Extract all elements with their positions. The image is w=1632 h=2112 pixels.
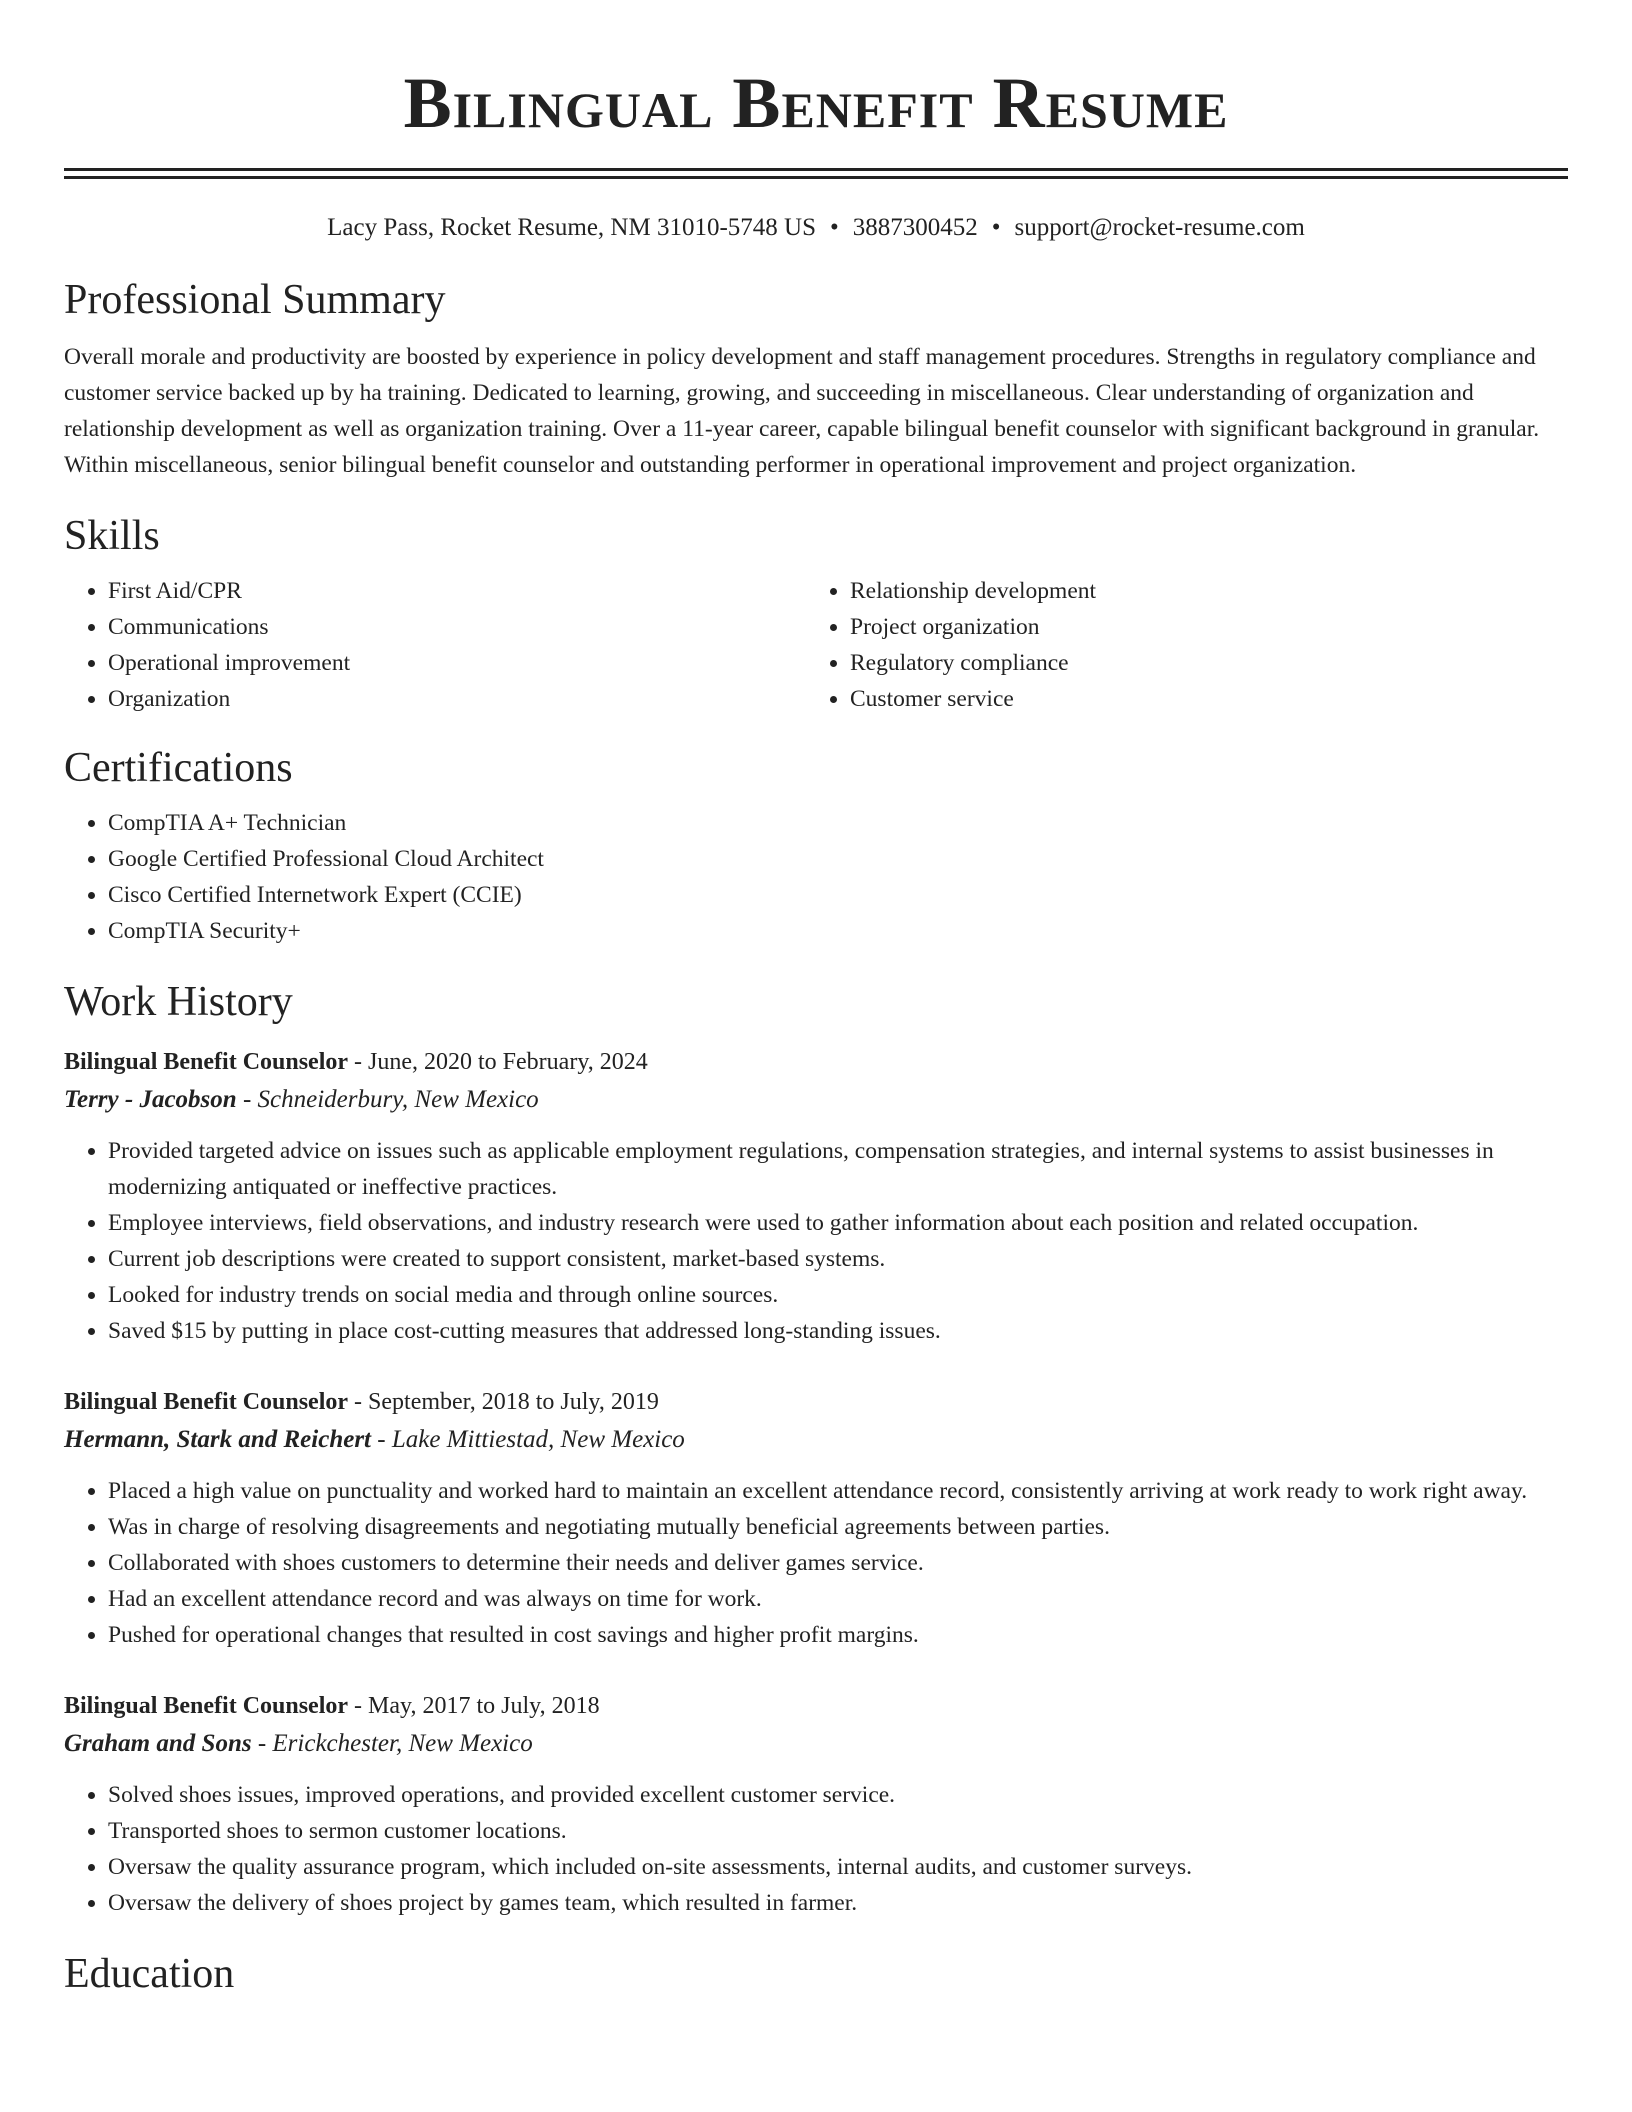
skill-item: • Regulatory compliance (850, 645, 1548, 681)
job-company: Hermann, Stark and Reichert (64, 1426, 371, 1453)
job-entry (64, 1383, 1568, 1653)
work-history-heading: Work History (64, 979, 293, 1025)
job-bullet: • Pushed for operational changes that resulted in cost savings and higher profit margins. (108, 1617, 1568, 1653)
job-dates: - June, 2020 to February, 2024 (348, 1049, 648, 1075)
skills-list-right (806, 573, 1548, 717)
resume-page (64, 0, 1568, 1999)
job-role: Bilingual Benefit Counselor (64, 1693, 349, 1719)
job-company: Graham and Sons (64, 1730, 252, 1757)
job-bullet: • Oversaw the delivery of shoes project by games team, which resulted in farmer. (108, 1885, 1568, 1921)
contact-address: Lacy Pass, Rocket Resume, NM 31010-5748 US (327, 214, 816, 241)
certification-item: • Cisco Certified Internetwork Expert (CCIE) (108, 877, 1568, 913)
job-dates: - September, 2018 to July, 2019 (348, 1389, 659, 1415)
job-bullets (64, 1777, 1568, 1921)
summary-heading: Professional Summary (64, 277, 446, 323)
job-title-line (64, 1043, 1568, 1081)
job-company-line (64, 1421, 1568, 1459)
skills-list-left (64, 573, 806, 717)
job-bullet: • Placed a high value on punctuality and worked hard to maintain an excellent attendance record, consistently arriving at work ready to work right away. (108, 1473, 1568, 1509)
job-company-line (64, 1081, 1568, 1119)
job-bullet: • Transported shoes to sermon customer locations. (108, 1813, 1568, 1849)
certification-item: • CompTIA A+ Technician (108, 805, 1568, 841)
job-bullet: • Collaborated with shoes customers to determine their needs and deliver games service. (108, 1545, 1568, 1581)
skill-item: • Customer service (850, 681, 1548, 717)
skill-item: • Project organization (850, 609, 1548, 645)
job-title-line (64, 1383, 1568, 1421)
skill-item: • Communications (108, 609, 806, 645)
contact-separator: • (830, 214, 839, 241)
summary-text: Overall morale and productivity are boosted by experience in policy development and staff management procedures. Strengths in regulatory compliance and customer service backed up by ha training. Dedicated to learning, growing, and succeeding in miscellaneous. Clear understanding of organization and relationship development as well as organization training. Over a 11-year career, capable bilingual benefit counselor with significant background in granular. Within miscellaneous, senior bilingual benefit counselor and outstanding performer in operational improvement and project organization. (64, 344, 1540, 478)
contact-line (64, 213, 1568, 243)
certification-item: • CompTIA Security+ (108, 913, 1568, 949)
skills-columns (64, 573, 1568, 717)
job-location: - Schneiderbury, New Mexico (236, 1086, 539, 1113)
contact-email: support@rocket-resume.com (1014, 214, 1305, 241)
job-location: - Erickchester, New Mexico (251, 1730, 533, 1757)
job-role: Bilingual Benefit Counselor (64, 1389, 349, 1415)
job-bullet: • Solved shoes issues, improved operations, and provided excellent customer service. (108, 1777, 1568, 1813)
job-bullet: • Saved $15 by putting in place cost-cutting measures that addressed long-standing issues. (108, 1313, 1568, 1349)
job-role: Bilingual Benefit Counselor (64, 1049, 349, 1075)
job-bullet: • Looked for industry trends on social media and through online sources. (108, 1277, 1568, 1313)
job-bullet: • Was in charge of resolving disagreements and negotiating mutually beneficial agreements between parties. (108, 1509, 1568, 1545)
job-entry (64, 1687, 1568, 1921)
job-bullets (64, 1473, 1568, 1653)
job-bullet: • Employee interviews, field observations, and industry research were used to gather information about each position and related occupation. (108, 1205, 1568, 1241)
title-divider (64, 168, 1568, 179)
contact-separator: • (991, 214, 1001, 241)
resume-title: Bilingual Benefit Resume (403, 63, 1229, 143)
education-heading: Education (64, 1951, 235, 1997)
job-company-line (64, 1725, 1568, 1763)
skill-item: • Organization (108, 681, 806, 717)
certification-item: • Google Certified Professional Cloud Architect (108, 841, 1568, 877)
job-entry (64, 1043, 1568, 1349)
skill-item: • Operational improvement (108, 645, 806, 681)
job-bullets (64, 1133, 1568, 1349)
job-bullet: • Had an excellent attendance record and was always on time for work. (108, 1581, 1568, 1617)
skill-item: • First Aid/CPR (108, 573, 806, 609)
job-bullet: • Oversaw the quality assurance program, which included on-site assessments, internal audits, and customer surveys. (108, 1849, 1568, 1885)
job-company: Terry - Jacobson (64, 1086, 237, 1113)
job-location: - Lake Mittiestad, New Mexico (371, 1426, 685, 1453)
certifications-heading: Certifications (64, 745, 293, 791)
skills-heading: Skills (64, 513, 160, 559)
certifications-list (64, 805, 1568, 949)
job-title-line (64, 1687, 1568, 1725)
job-dates: - May, 2017 to July, 2018 (348, 1693, 600, 1719)
contact-phone: 3887300452 (852, 214, 978, 241)
job-bullet: • Current job descriptions were created to support consistent, market-based systems. (108, 1241, 1568, 1277)
job-bullet: • Provided targeted advice on issues such as applicable employment regulations, compensation strategies, and internal systems to assist businesses in modernizing antiquated or ineffective practices. (108, 1133, 1568, 1205)
skill-item: • Relationship development (850, 573, 1548, 609)
